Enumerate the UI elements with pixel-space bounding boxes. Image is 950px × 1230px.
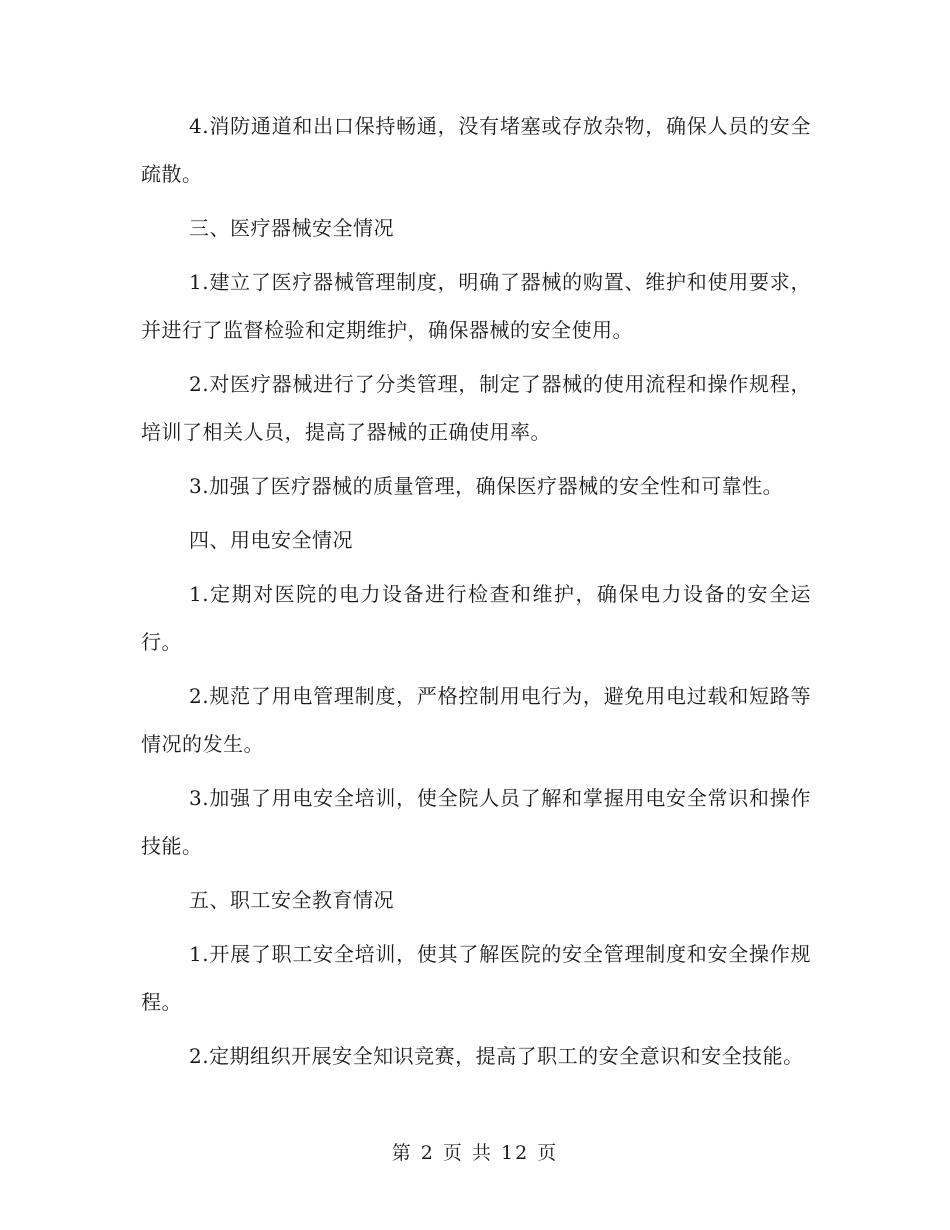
section-heading-medical-devices: 三、医疗器械安全情况 (189, 216, 394, 240)
paragraph-device-management-system: 1.建立了医疗器械管理制度，明确了器械的购置、维护和使用要求，并进行了监督检验和定期维护，确保器械的安全使用。 (141, 270, 811, 342)
section-heading-electrical-safety: 四、用电安全情况 (189, 528, 353, 552)
paragraph-fire-exits: 4.消防通道和出口保持畅通，没有堵塞或存放杂物，确保人员的安全疏散。 (141, 114, 811, 186)
paragraph-device-classification: 2.对医疗器械进行了分类管理，制定了器械的使用流程和操作规程，培训了相关人员，提高了器械的正确使用率。 (141, 372, 811, 444)
paragraph-staff-training: 1.开展了职工安全培训，使其了解医院的安全管理制度和安全操作规程。 (141, 942, 811, 1014)
paragraph-power-equipment-inspection: 1.定期对医院的电力设备进行检查和维护，确保电力设备的安全运行。 (141, 582, 811, 654)
paragraph-electrical-training: 3.加强了用电安全培训，使全院人员了解和掌握用电安全常识和操作技能。 (141, 786, 811, 858)
paragraph-knowledge-contest: 2.定期组织开展安全知识竞赛，提高了职工的安全意识和安全技能。 (189, 1044, 804, 1068)
paragraph-device-quality: 3.加强了医疗器械的质量管理，确保医疗器械的安全性和可靠性。 (189, 474, 784, 498)
paragraph-electricity-rules: 2.规范了用电管理制度，严格控制用电行为，避免用电过载和短路等情况的发生。 (141, 684, 811, 756)
document-body (141, 102, 811, 1086)
section-heading-staff-education: 五、职工安全教育情况 (189, 888, 394, 912)
page-number-footer: 第 2 页 共 12 页 (391, 1142, 559, 1164)
